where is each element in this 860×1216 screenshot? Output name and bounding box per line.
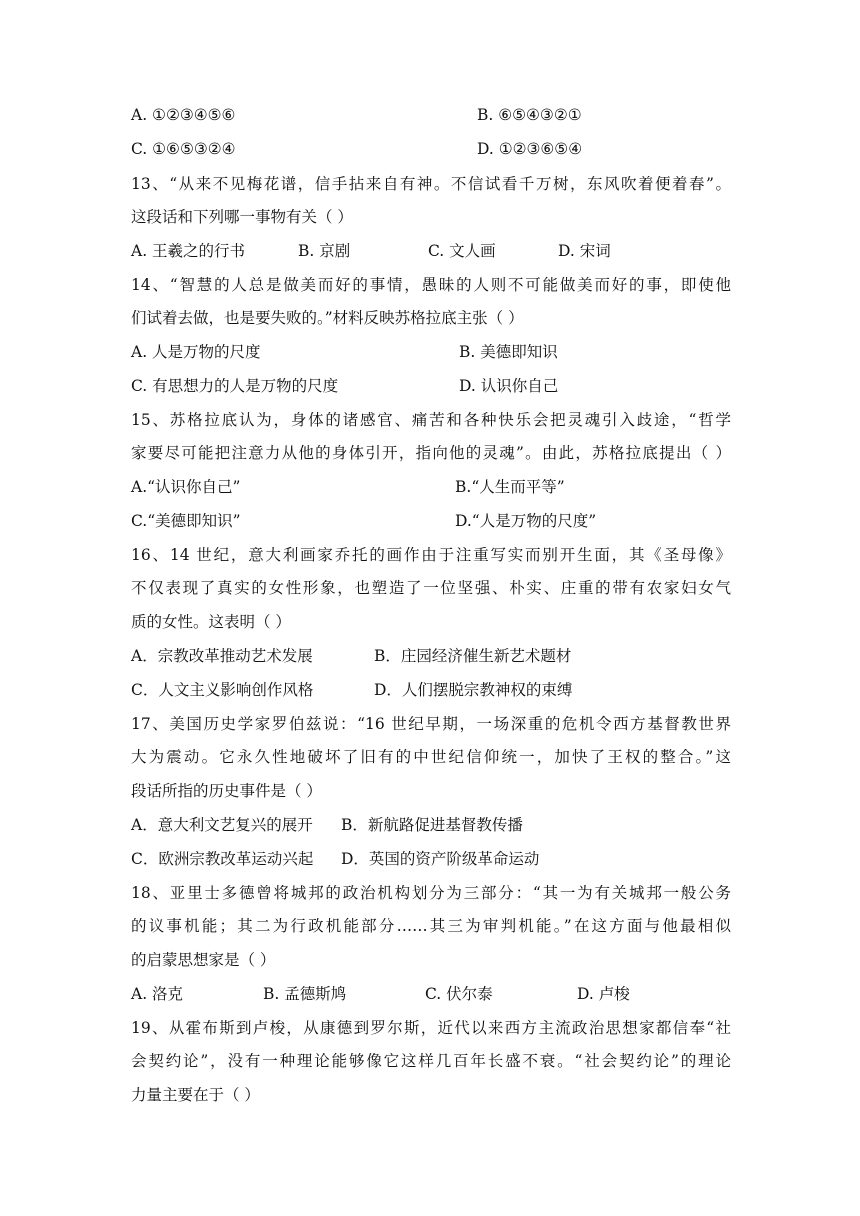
q17-option-b: B．新航路促进基督教传播 (341, 816, 523, 834)
q14-option-a: A. 人是万物的尺度 (131, 343, 261, 361)
q13-option-d: D. 宋词 (558, 242, 611, 260)
q15-stem-line-2: 家要尽可能把注意力从他的身体引开，指向他的灵魂”。由此，苏格拉底提出（ ） (131, 444, 731, 462)
q16-stem-line-3: 质的女性。这表明（ ） (131, 613, 291, 631)
q18-option-b: B. 孟德斯鸠 (263, 985, 347, 1003)
q15-option-d: D.“人是万物的尺度” (455, 512, 597, 530)
q15-option-c: C.“美德即知识” (131, 512, 241, 530)
q18-option-d: D. 卢梭 (577, 985, 630, 1003)
q17-option-c: C．欧洲宗教改革运动兴起 (131, 850, 314, 868)
q19-stem-line-2: 会契约论”，没有一种理论能够像它这样几百年长盛不衰。“社会契约论”的理论 (131, 1052, 731, 1070)
q13-option-a: A. 王羲之的行书 (131, 242, 246, 260)
q14-option-d: D. 认识你自己 (459, 377, 559, 395)
q16-stem-line-2: 不仅表现了真实的女性形象，也塑造了一位坚强、朴实、庄重的带有农家妇女气 (131, 579, 731, 597)
q14-option-c: C. 有思想力的人是万物的尺度 (131, 377, 339, 395)
q17-stem-line-1: 17、美国历史学家罗伯兹说：“16 世纪早期，一场深重的危机令西方基督教世界 (131, 715, 731, 733)
q13-option-c: C. 文人画 (428, 242, 496, 260)
q16-option-c: C．人文主义影响创作风格 (131, 681, 314, 699)
q12-option-c: C. ①⑥⑤③②④ (131, 140, 236, 158)
q16-stem-line-1: 16、14 世纪，意大利画家乔托的画作由于注重写实而别开生面，其《圣母像》 (131, 546, 731, 564)
q17-stem-line-2: 大为震动。它永久性地破坏了旧有的中世纪信仰统一，加快了王权的整合。”这 (131, 748, 731, 766)
q18-stem-line-2: 的议事机能；其二为行政机能部分……其三为审判机能。”在这方面与他最相似 (131, 917, 731, 935)
q17-stem-line-3: 段话所指的历史事件是（ ） (131, 782, 322, 800)
q12-option-b: B. ⑥⑤④③②① (477, 106, 582, 124)
q15-option-b: B.“人生而平等” (455, 478, 565, 496)
q14-option-b: B. 美德即知识 (459, 343, 558, 361)
q17-option-d: D．英国的资产阶级革命运动 (341, 850, 540, 868)
q15-stem-line-1: 15、苏格拉底认为，身体的诸感官、痛苦和各种快乐会把灵魂引入歧途，“哲学 (131, 411, 731, 429)
q19-stem-line-3: 力量主要在于（ ） (131, 1086, 260, 1104)
q14-stem-line-1: 14、“智慧的人总是做美而好的事情，愚昧的人则不可能做美而好的事，即使他 (131, 276, 731, 294)
q18-option-a: A. 洛克 (131, 985, 184, 1003)
q13-option-b: B. 京剧 (298, 242, 351, 260)
q17-option-a: A．意大利文艺复兴的展开 (131, 816, 313, 834)
q18-option-c: C. 伏尔泰 (425, 985, 493, 1003)
q16-option-a: A．宗教改革推动艺术发展 (131, 647, 313, 665)
q12-option-a: A. ①②③④⑤⑥ (131, 106, 236, 124)
q18-stem-line-3: 的启蒙思想家是（ ） (131, 951, 276, 969)
q13-stem-line-2: 这段话和下列哪一事物有关（ ） (131, 208, 353, 226)
q16-option-d: D．人们摆脱宗教神权的束缚 (374, 681, 573, 699)
q18-stem-line-1: 18、亚里士多德曾将城邦的政治机构划分为三部分：“其一为有关城邦一般公务 (131, 884, 731, 902)
q12-option-d: D. ①②③⑥⑤④ (477, 140, 583, 158)
q19-stem-line-1: 19、从霍布斯到卢梭，从康德到罗尔斯，近代以来西方主流政治思想家都信奉“社 (131, 1019, 731, 1037)
q14-stem-line-2: 们试着去做，也是要失败的。”材料反映苏格拉底主张（ ） (131, 309, 524, 327)
q13-stem-line-1: 13、“从来不见梅花谱，信手拈来自有神。不信试看千万树，东风吹着便着春”。 (131, 175, 731, 193)
q16-option-b: B．庄园经济催生新艺术题材 (374, 647, 572, 665)
q15-option-a: A.“认识你自己” (131, 478, 241, 496)
